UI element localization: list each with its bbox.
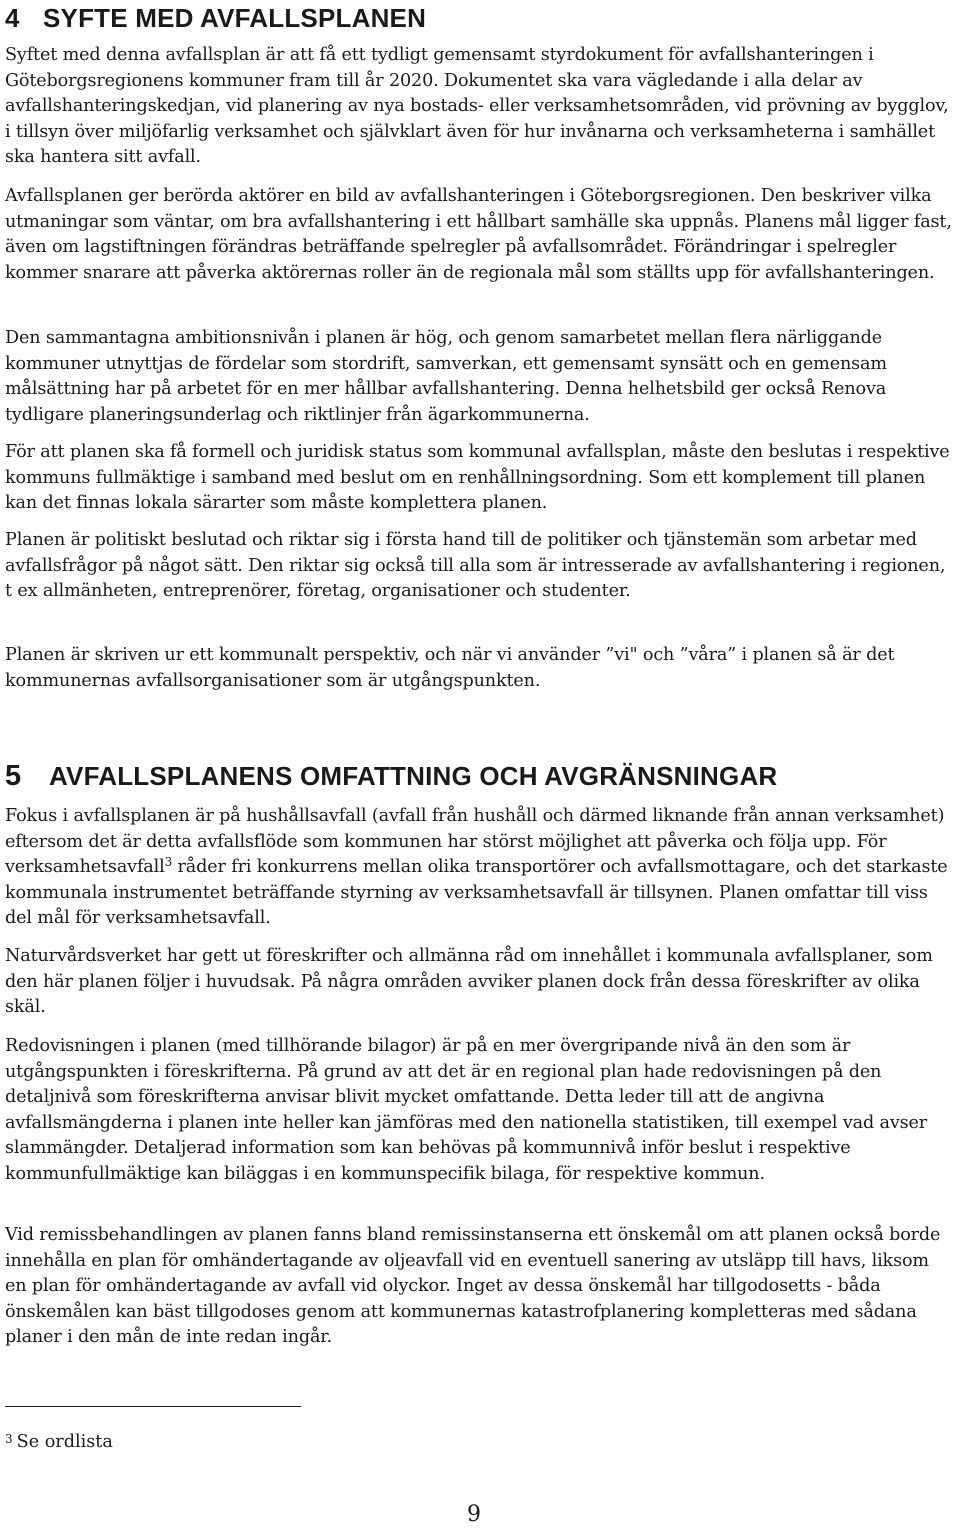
- footnote-text: Se ordlista: [16, 1432, 113, 1452]
- section-5-heading: [5, 761, 777, 791]
- footnote: [5, 1430, 113, 1454]
- section-5-paragraph-2: Naturvårdsverket har gett ut föreskrifter och allmänna råd om innehållet i kommunala avfallsplaner, som den här planen följer i huvudsak. På några områden avviker planen dock från dessa föreskrifter av olika skäl.: [5, 946, 933, 1018]
- section-5-paragraph-4: Vid remissbehandlingen av planen fanns bland remissinstanserna ett önskemål om att planen också borde innehålla en plan för omhändertagande av oljeavfall vid en eventuell sanering av utsläpp till havs, liksom en plan för omhändertagande av avfall vid olyckor. Inget av dessa önskemål har tillgodosetts - båda önskemålen kan bäst tillgodoses genom att kommunernas katastrofplanering kompletteras med sådana planer i den mån de inte redan ingår.: [5, 1225, 941, 1348]
- page-number: 9: [467, 1502, 481, 1527]
- section-4-paragraph-2: Avfallsplanen ger berörda aktörer en bild av avfallshanteringen i Göteborgsregionen. Den beskriver vilka utmaningar som väntar, om bra avfallshantering i ett hållbart samhälle ska uppnås. Planens mål ligger fast, även om lagstiftningen förändras beträffande spelregler på avfallsområdet. Förändringar i spelregler kommer snarare att påverka aktörernas roller än de regionala mål som ställts upp för avfallshanteringen.: [5, 186, 952, 283]
- section-4-paragraph-6: Planen är skriven ur ett kommunalt perspektiv, och när vi använder ”vi" och ”våra” i planen så är det kommunernas avfallsorganisationer som är utgångspunkten.: [5, 645, 895, 691]
- section-4-paragraph-5: Planen är politiskt beslutad och riktar sig i första hand till de politiker och tjänstemän som arbetar med avfallsfrågor på något sätt. Den riktar sig också till alla som är intresserade av avfallshantering i regionen, t ex allmänheten, entreprenörer, företag, organisationer och studenter.: [5, 530, 946, 602]
- footnote-reference: 3: [164, 855, 173, 870]
- footnote-marker: 3: [5, 1432, 13, 1446]
- section-4-paragraph-1: Syftet med denna avfallsplan är att få ett tydligt gemensamt styrdokument för avfallshanteringen i Göteborgsregionens kommuner fram till år 2020. Dokumentet ska vara vägledande i alla delar av avfallshanteringskedjan, vid planering av nya bostads- eller verksamhetsområden, vid prövning av bygglov, i tillsyn över miljöfarlig verksamhet och självklart även för hur invånarna och verksamheterna i samhället ska hantera sitt avfall.: [5, 45, 949, 168]
- section-5-paragraph-1-text-b: råder fri konkurrens mellan olika transportörer och avfallsmottagare, och det starkaste kommunala instrumentet beträffande styrning av verksamhetsavfall är tillsynen. Planen omfattar till viss del mål för verksamhetsavfall.: [5, 857, 948, 929]
- section-4-title: SYFTE MED AVFALLSPLANEN: [43, 3, 427, 33]
- section-5-paragraph-3: Redovisningen i planen (med tillhörande bilagor) är på en mer övergripande nivå än den som är utgångspunkten i föreskrifterna. På grund av att det är en regional plan hade redovisningen på den detaljnivå som föreskrifterna anvisar blivit mycket omfattande. Detta leder till att de angivna avfallsmängderna i planen inte heller kan jämföras med den nationella statistiken, till exempel vad avser slammängder. Detaljerad information som kan behövas på kommunnivå inför beslut i respektive kommunfullmäktige kan biläggas i en kommunspecifik bilaga, för respektive kommun.: [5, 1036, 928, 1184]
- footnote-separator: [5, 1406, 301, 1407]
- section-4-paragraph-4: För att planen ska få formell och juridisk status som kommunal avfallsplan, måste den beslutas i respektive kommuns fullmäktige i samband med beslut om en renhållningsordning. Som ett komplement till planen kan det finnas lokala särarter som måste komplettera planen.: [5, 442, 950, 514]
- section-4-number: 4: [5, 3, 20, 33]
- section-4-heading: [5, 4, 426, 32]
- section-5-title: AVFALLSPLANENS OMFATTNING OCH AVGRÄNSNINGAR: [49, 761, 778, 791]
- section-5-paragraph-1-text-a: Fokus i avfallsplanen är på hushållsavfall (avfall från hushåll och därmed liknande från annan verksamhet) eftersom det är detta avfallsflöde som kommunen har störst möjlighet att påverka och följa upp. För verksamhetsavfall: [5, 806, 945, 878]
- section-5-number: 5: [5, 760, 22, 792]
- section-4-paragraph-3: Den sammantagna ambitionsnivån i planen är hög, och genom samarbetet mellan flera närliggande kommuner utnyttjas de fördelar som stordrift, samverkan, ett gemensamt synsätt och en gemensam målsättning har på arbetet för en mer hållbar avfallshantering. Denna helhetsbild ger också Renova tydligare planeringsunderlag och riktlinjer från ägarkommunerna.: [5, 328, 887, 425]
- section-5-paragraph-1: [5, 804, 955, 932]
